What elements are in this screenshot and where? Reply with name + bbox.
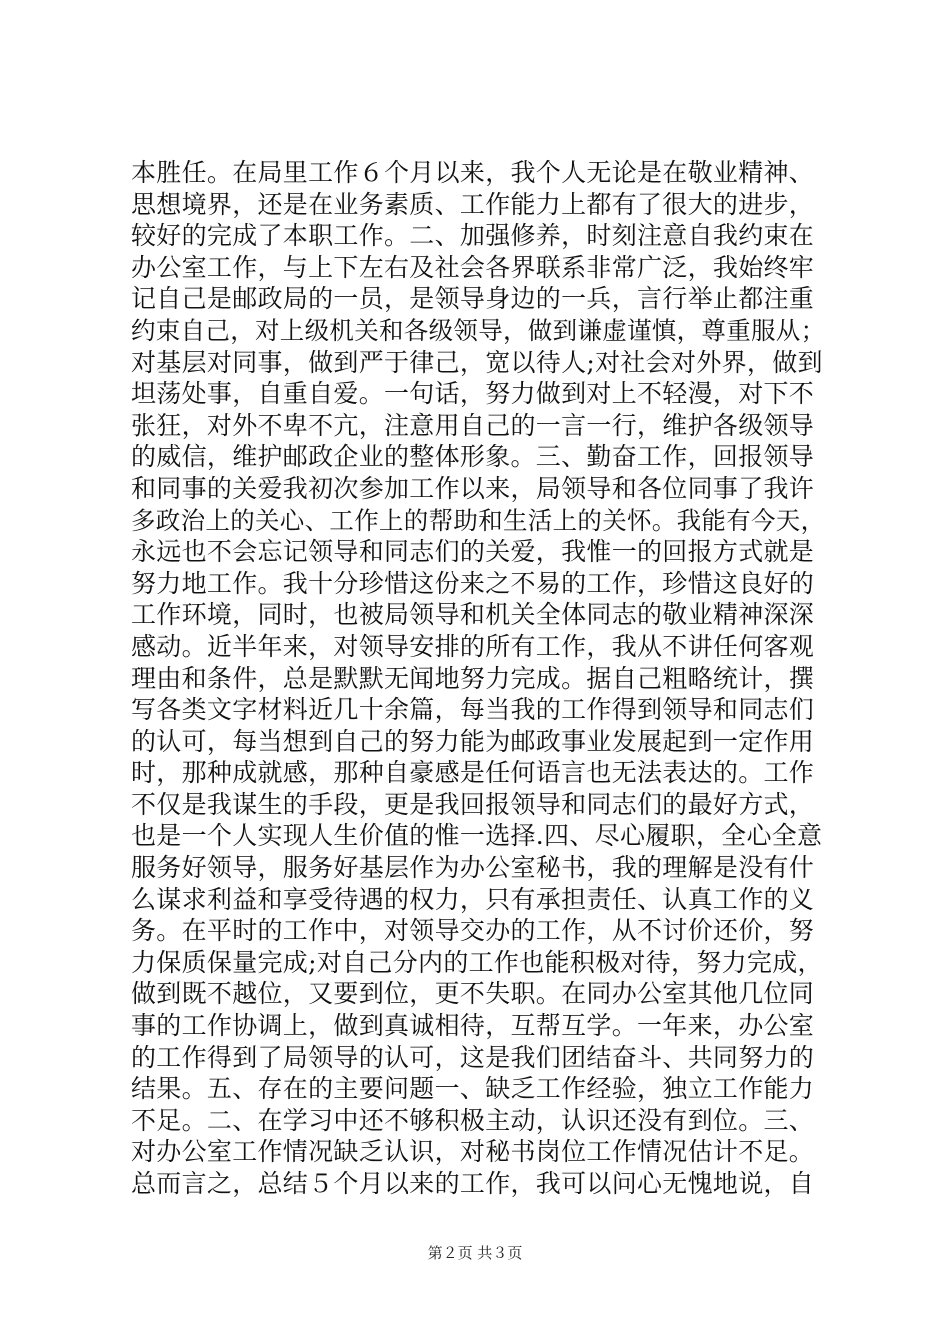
text-line: 本胜任。在局里工作６个月以来，我个人无论是在敬业精神、 — [131, 158, 815, 187]
text-line: 约束自己，对上级机关和各级领导，做到谦虚谨慎，尊重服从； — [131, 315, 826, 345]
body-text — [131, 157, 831, 1200]
text-line: 结果。五、存在的主要问题一、缺乏工作经验，独立工作能力 — [131, 1074, 815, 1104]
text-line: 坦荡处事，自重自爱。一句话，努力做到对上不轻漫，对下不 — [131, 379, 815, 409]
text-line: 么谋求利益和享受待遇的权力，只有承担责任、认真工作的义 — [131, 884, 815, 914]
text-line: 对基层对同事，做到严于律己，宽以待人;对社会对外界，做到 — [131, 347, 823, 377]
text-line: 张狂，对外不卑不亢，注意用自己的一言一行，维护各级领导 — [131, 410, 815, 440]
text-line: 记自己是邮政局的一员，是领导身边的一兵，言行举止都注重 — [131, 284, 815, 314]
text-line: 理由和条件，总是默默无闻地努力完成。据自己粗略统计，撰 — [131, 663, 815, 693]
text-line: 感动。近半年来，对领导安排的所有工作，我从不讲任何客观 — [131, 631, 815, 661]
text-line: 写各类文字材料近几十余篇，每当我的工作得到领导和同志们 — [131, 695, 815, 725]
text-line: 办公室工作，与上下左右及社会各界联系非常广泛，我始终牢 — [131, 252, 815, 282]
text-line: 的工作得到了局领导的认可，这是我们团结奋斗、共同努力的 — [131, 1042, 815, 1072]
text-line: 不足。二、在学习中还不够积极主动，认识还没有到位。三、 — [131, 1105, 815, 1135]
text-line: 务。在平时的工作中，对领导交办的工作，从不讨价还价，努 — [131, 916, 815, 946]
text-line: 努力地工作。我十分珍惜这份来之不易的工作，珍惜这良好的 — [131, 568, 815, 598]
text-line: 服务好领导，服务好基层作为办公室秘书，我的理解是没有什 — [131, 853, 815, 883]
text-line: 较好的完成了本职工作。二、加强修养，时刻注意自我约束在 — [131, 221, 815, 251]
text-line: 的威信，维护邮政企业的整体形象。三、勤奋工作，回报领导 — [131, 442, 815, 472]
text-line: 事的工作协调上，做到真诚相待，互帮互学。一年来，办公室 — [131, 1011, 815, 1041]
text-line: 总而言之，总结５个月以来的工作，我可以问心无愧地说，自 — [131, 1169, 815, 1198]
text-line: 也是一个人实现人生价值的惟一选择.四、尽心履职，全心全意 — [131, 821, 823, 851]
text-line: 永远也不会忘记领导和同志们的关爱，我惟一的回报方式就是 — [131, 537, 815, 567]
page-footer: 第２页 共３页 — [427, 1244, 523, 1262]
text-line: 的认可，每当想到自己的努力能为邮政事业发展起到一定作用 — [131, 726, 815, 756]
text-line: 和同事的关爱我初次参加工作以来，局领导和各位同事了我许 — [131, 473, 815, 503]
text-line: 思想境界，还是在业务素质、工作能力上都有了很大的进步， — [131, 189, 815, 219]
text-line: 工作环境，同时，也被局领导和机关全体同志的敬业精神深深 — [131, 600, 815, 630]
text-line: 时，那种成就感，那种自豪感是任何语言也无法表达的。工作 — [131, 758, 815, 788]
text-line: 力保质保量完成;对自己分内的工作也能积极对待，努力完成， — [131, 947, 823, 977]
text-line: 做到既不越位，又要到位，更不失职。在同办公室其他几位同 — [131, 979, 815, 1009]
text-line: 不仅是我谋生的手段，更是我回报领导和同志们的最好方式， — [131, 789, 815, 819]
text-line: 对办公室工作情况缺乏认识，对秘书岗位工作情况估计不足。 — [131, 1137, 815, 1167]
text-line: 多政治上的关心、工作上的帮助和生活上的关怀。我能有今天， — [131, 505, 826, 535]
